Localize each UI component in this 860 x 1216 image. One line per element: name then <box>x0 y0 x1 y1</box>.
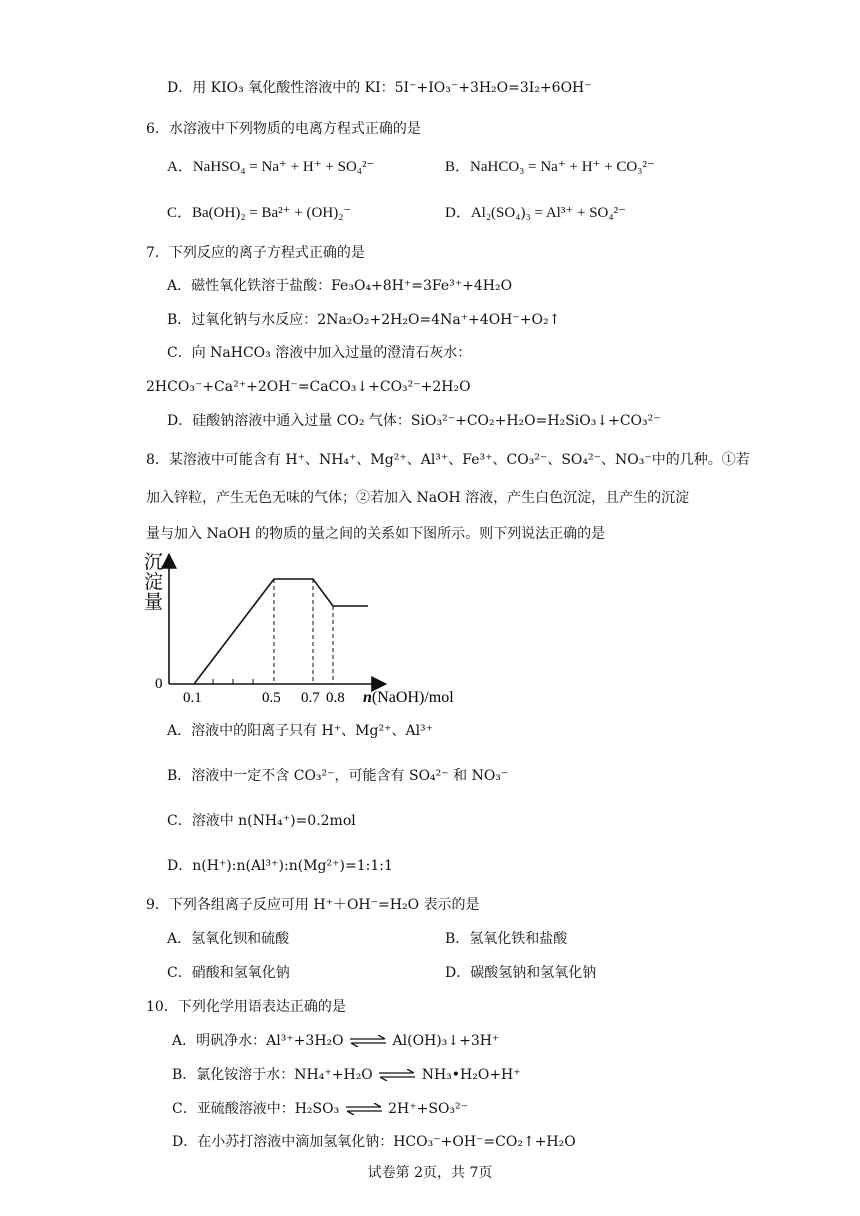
q10-option-b-left: B．氯化铵溶于水：NH₄⁺+H₂O <box>172 1067 373 1083</box>
q10-option-c-right: 2H⁺+SO₃²⁻ <box>388 1101 469 1117</box>
q10-option-a-right: Al(OH)₃↓+3H⁺ <box>392 1033 500 1049</box>
q7-option-d: D．硅酸钠溶液中通入过量 CO₂ 气体：SiO₃²⁻+CO₂+H₂O=H₂SiO₃↓+CO₃²⁻ <box>167 413 661 429</box>
y-label-char-3: 量 <box>144 592 164 613</box>
q10-option-b-right: NH₃•H₂O+H⁺ <box>421 1067 521 1083</box>
q6-option-c: C．Ba(OH)₂ = Ba²⁺ + (OH)₂⁻ <box>167 205 352 221</box>
q7-option-a: A．磁性氧化铁溶于盐酸：Fe₃O₄+8H⁺=3Fe³⁺+4H₂O <box>167 278 513 294</box>
tick-0.8: 0.8 <box>326 690 345 706</box>
q9-option-a: A．氢氧化钡和硫酸 <box>167 931 290 947</box>
tick-0.1: 0.1 <box>183 690 202 706</box>
tick-0.5: 0.5 <box>262 690 281 706</box>
x-label: n(NaOH)/mol <box>363 689 454 706</box>
q10-option-c-left: C．亚硫酸溶液中：H₂SO₃ <box>172 1101 340 1117</box>
q6-option-a: A．NaHSO₄ = Na⁺ + H⁺ + SO₄²⁻ <box>167 159 375 175</box>
q10-option-b <box>172 1066 521 1084</box>
origin-label: 0 <box>155 676 163 692</box>
q9-option-c: C．硝酸和氢氧化钠 <box>167 965 290 981</box>
q9-option-b: B．氢氧化铁和盐酸 <box>445 931 568 947</box>
q7-option-c-line2: 2HCO₃⁻+Ca²⁺+2OH⁻=CaCO₃↓+CO₃²⁻+2H₂O <box>146 379 471 395</box>
q8-stem-line2: 加入锌粒，产生无色无味的气体；②若加入 NaOH 溶液，产生白色沉淀，且产生的沉淀 <box>146 490 690 506</box>
q8-option-c: C．溶液中 n(NH₄⁺)=0.2mol <box>167 813 356 829</box>
page-footer: 试卷第 2页，共 7页 <box>367 1165 493 1181</box>
q10-stem: 10．下列化学用语表达正确的是 <box>146 999 346 1015</box>
q8-stem-line1: 8．某溶液中可能含有 H⁺、NH₄⁺、Mg²⁺、Al³⁺、Fe³⁺、CO₃²⁻、SO₄²⁻、NO₃⁻中的几种。①若 <box>146 452 750 468</box>
y-label-char-1: 沉 <box>144 552 164 573</box>
q6-option-d: D．Al₂(SO₄)₃ = Al³⁺ + SO₄²⁻ <box>445 205 627 221</box>
q7-stem: 7．下列反应的离子方程式正确的是 <box>146 245 365 261</box>
q7-option-c-line1: C．向 NaHCO₃ 溶液中加入过量的澄清石灰水： <box>167 345 472 361</box>
q8-option-d: D．n(H⁺):n(Al³⁺):n(Mg²⁺)=1:1:1 <box>167 858 393 874</box>
equilibrium-arrow-icon <box>378 1069 416 1081</box>
q6-stem: 6．水溶液中下列物质的电离方程式正确的是 <box>146 121 421 137</box>
q8-option-a: A．溶液中的阳离子只有 H⁺、Mg²⁺、Al³⁺ <box>167 723 434 739</box>
q5-option-d: D．用 KIO₃ 氧化酸性溶液中的 KI：5I⁻+IO₃⁻+3H₂O=3I₂+6OH⁻ <box>167 80 592 96</box>
q10-option-c <box>172 1100 468 1118</box>
q6-option-b: B．NaHCO₃ = Na⁺ + H⁺ + CO₃²⁻ <box>445 159 655 175</box>
precipitate-graph <box>140 548 480 706</box>
q9-stem: 9．下列各组离子反应可用 H⁺＋OH⁻=H₂O 表示的是 <box>146 897 480 913</box>
q7-option-b: B．过氧化钠与水反应：2Na₂O₂+2H₂O=4Na⁺+4OH⁻+O₂↑ <box>167 312 561 328</box>
q8-stem-line3: 量与加入 NaOH 的物质的量之间的关系如下图所示。则下列说法正确的是 <box>146 526 606 542</box>
precipitate-curve <box>194 579 368 684</box>
q9-option-d: D．碳酸氢钠和氢氧化钠 <box>445 965 597 981</box>
equilibrium-arrow-icon <box>349 1035 387 1047</box>
q10-option-d: D．在小苏打溶液中滴加氢氧化钠：HCO₃⁻+OH⁻=CO₂↑+H₂O <box>172 1134 576 1150</box>
equilibrium-arrow-icon <box>345 1103 383 1115</box>
q8-option-b: B．溶液中一定不含 CO₃²⁻，可能含有 SO₄²⁻ 和 NO₃⁻ <box>167 768 509 784</box>
q10-option-a-left: A．明矾净水：Al³⁺+3H₂O <box>172 1033 344 1049</box>
tick-0.7: 0.7 <box>301 690 320 706</box>
q10-option-a <box>172 1032 499 1050</box>
y-label-char-2: 淀 <box>144 572 164 593</box>
